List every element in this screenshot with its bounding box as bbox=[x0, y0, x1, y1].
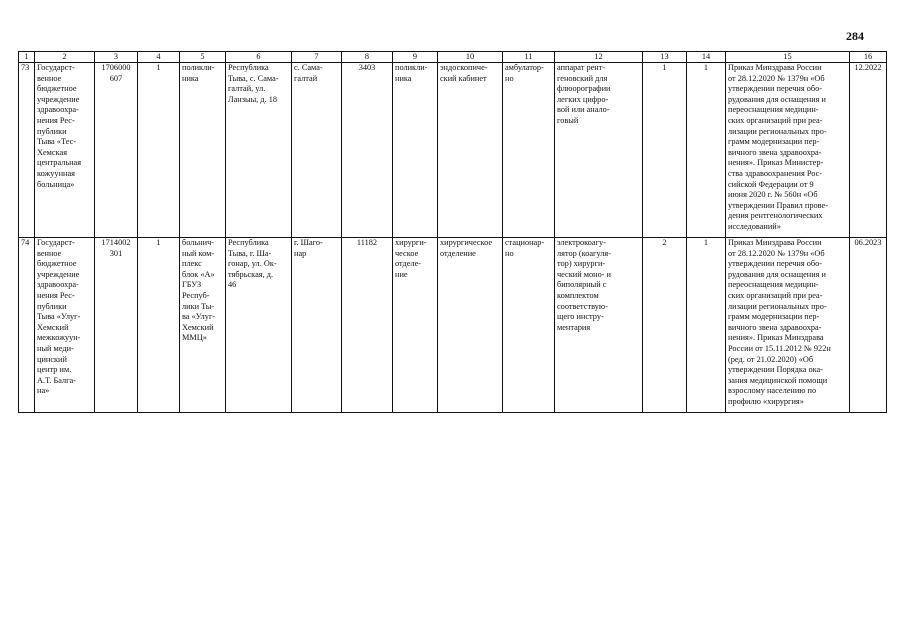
organization-name: Государст- венное бюджетное учреждение здравоохра- нения Рес- публики Тыва «Улуг- Хемский межкожуун- ный меди- цинский центр им. А.Т. Балга- на» bbox=[35, 238, 95, 413]
quantity-cell: 2 bbox=[643, 238, 687, 413]
legal-basis: Приказ Минздрава России от 28.12.2020 № 1379н «Об утверждении перечня обо- рудования для оснащения и переоснащения медицин- ских организаций при реа- лизации региональных про- грамм модернизации пер- вичного звена здравоохра- нения». Приказ Минздрава России от 15.11.2012 № 922н (ред. от 21.02.2020) «Об утверждении Порядка ока- зания медицинской помощи взрослому населению по профилю «хирургия» bbox=[726, 238, 850, 413]
column-number: 1 bbox=[19, 52, 35, 63]
unit-name: больнич- ный ком- плекс блок «А» ГБУЗ Респуб- лики Ты- ва «Улуг- Хемский ММЦ» bbox=[180, 238, 226, 413]
organization-name: Государст- венное бюджетное учреждение здравоохра- нения Рес- публики Тыва «Тес- Хемская центральная кожуунная больница» bbox=[35, 63, 95, 238]
unit-name: поликли- ника bbox=[180, 63, 226, 238]
cabinet: хирургическое отделение bbox=[438, 238, 503, 413]
quantity-cell: 1 bbox=[687, 238, 726, 413]
settlement: г. Шаго- нар bbox=[292, 238, 342, 413]
column-number: 2 bbox=[35, 52, 95, 63]
column-number: 13 bbox=[643, 52, 687, 63]
legal-basis: Приказ Минздрава России от 28.12.2020 № 1379н «Об утверждении перечня обо- рудования для оснащения и переоснащения медицин- ских организаций при реа- лизации региональных про- грамм модернизации пер- вичного звена здравоохра- нения». Приказ Министер- ства здравоохранения Рос- сийской Федерации от 9 июня 2020 г. № 560н «Об утверждении Правил прове- дения рентгенологических исследований» bbox=[726, 63, 850, 238]
column-number: 16 bbox=[850, 52, 887, 63]
equipment-name: электрокоагу- лятор (коагуля- тор) хирурги- ческий моно- и биполярный с комплектом соответствую- щего инстру- ментария bbox=[555, 238, 643, 413]
address: Республика Тыва, с. Сама- галтай, ул. Ланзыы, д. 18 bbox=[226, 63, 292, 238]
equipment-registry-table bbox=[18, 51, 887, 413]
care-type: амбулатор- но bbox=[503, 63, 555, 238]
table-row bbox=[19, 238, 887, 413]
column-number: 10 bbox=[438, 52, 503, 63]
page-number: 284 bbox=[846, 29, 864, 43]
column-number: 11 bbox=[503, 52, 555, 63]
settlement: с. Сама- галтай bbox=[292, 63, 342, 238]
column-number: 12 bbox=[555, 52, 643, 63]
subdivision: поликли- ника bbox=[393, 63, 438, 238]
target-date: 06.2023 bbox=[850, 238, 887, 413]
column-number: 9 bbox=[393, 52, 438, 63]
column-number: 15 bbox=[726, 52, 850, 63]
table-row bbox=[19, 63, 887, 238]
column-number: 6 bbox=[226, 52, 292, 63]
quantity-cell: 1 bbox=[138, 238, 180, 413]
organization-code: 1714002 301 bbox=[95, 238, 138, 413]
equipment-name: аппарат рент- геновский для флюорографии легких цифро- вой или анало- говый bbox=[555, 63, 643, 238]
care-type: стационар- но bbox=[503, 238, 555, 413]
cabinet: эндоскопиче- ский кабинет bbox=[438, 63, 503, 238]
organization-code: 1706000 607 bbox=[95, 63, 138, 238]
quantity-cell: 1 bbox=[643, 63, 687, 238]
column-number: 14 bbox=[687, 52, 726, 63]
quantity-cell: 1 bbox=[138, 63, 180, 238]
column-number: 3 bbox=[95, 52, 138, 63]
target-date: 12.2022 bbox=[850, 63, 887, 238]
row-number: 74 bbox=[19, 238, 35, 413]
address: Республика Тыва, г. Ша- гонар, ул. Ок- тябрьская, д. 46 bbox=[226, 238, 292, 413]
population: 11182 bbox=[342, 238, 393, 413]
column-number: 7 bbox=[292, 52, 342, 63]
quantity-cell: 1 bbox=[687, 63, 726, 238]
column-number: 8 bbox=[342, 52, 393, 63]
column-number: 4 bbox=[138, 52, 180, 63]
subdivision: хирурги- ческое отделе- ние bbox=[393, 238, 438, 413]
column-numbers-row bbox=[19, 52, 887, 63]
column-number: 5 bbox=[180, 52, 226, 63]
population: 3403 bbox=[342, 63, 393, 238]
row-number: 73 bbox=[19, 63, 35, 238]
